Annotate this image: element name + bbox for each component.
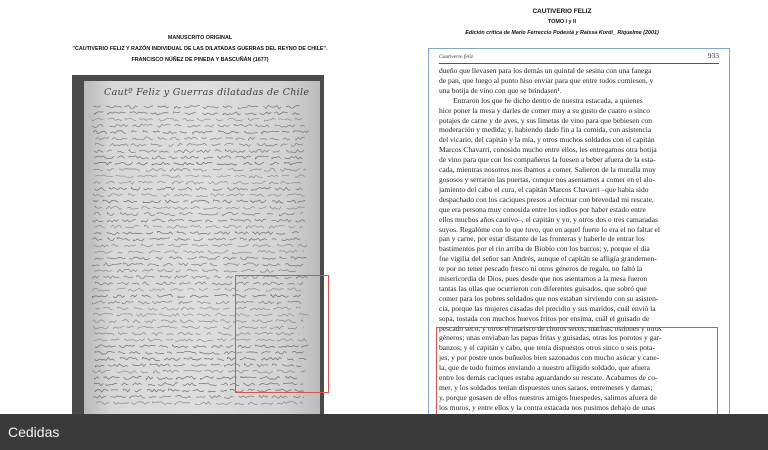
handwriting-line <box>96 402 309 405</box>
handwriting-line <box>95 257 310 260</box>
text-line: jes, y por postre unos buñuelos bien sazonados con mucho asúcar y cane- <box>439 353 660 363</box>
handwriting-line <box>93 238 312 241</box>
handwriting-line <box>95 150 307 153</box>
manuscript-highlight-box <box>235 275 329 393</box>
text-line: cia, porque las mujeres casadas del precidio y sus maridos, cuál envió la <box>439 303 656 313</box>
text-line: una botija de vino con que se brindasen¹. <box>439 85 562 95</box>
manuscript-author: FRANCISCO NÚÑEZ DE PINEDA Y BASCUÑÁN (1677) <box>131 57 269 63</box>
running-head: Cautiverio feliz <box>439 54 474 60</box>
handwriting-line <box>96 175 310 178</box>
handwriting-line <box>94 105 306 108</box>
text-line: entre los demás caciques estaba aguardando su rescate. Acabamos de co- <box>439 373 658 383</box>
page-number: 933 <box>707 51 719 60</box>
text-line: tantas las ollas que ocurrieron con diferentes guisados, que sobró que <box>439 283 647 293</box>
manuscript-page <box>84 81 320 415</box>
text-line: banzos; y el capitán y cabo, que tenía dispuestos otros sinco o seis pota- <box>439 343 655 353</box>
handwriting-line <box>94 162 305 165</box>
handwriting-line <box>95 232 305 235</box>
text-line: que era persona muy conosida entre los indios por haber estado entre <box>439 204 646 214</box>
text-line: fue vigilia del señor san Andrés, aunque el capitán se afligía grandemen- <box>439 254 657 264</box>
text-line: la, que de todo fuimos enviando a nuestro afligido soldado, que afuera <box>439 363 650 373</box>
text-line: dueño que llevasen para los demás un quintal de sesina con una fanega <box>439 66 652 75</box>
manuscript-title: "CAUTIVERIO FELIZ Y RAZÓN INDIVIDUAL DE LAS DILATADAS GUERRAS DEL REYNO DE CHILE". <box>72 46 328 52</box>
text-line: sopa, tostada con muchos huevos fritos por ensima, cuál el guisado de <box>439 313 650 323</box>
handwriting-line <box>94 225 307 228</box>
text-line: pan y carne, por estar distante de las fronteras y haberle de entrar los <box>439 234 645 244</box>
manuscript-heading: MANUSCRITO ORIGINAL <box>167 35 233 41</box>
handwriting-line <box>93 263 313 266</box>
manuscript-caption <box>40 33 360 66</box>
handwriting-line <box>93 118 307 121</box>
text-line: te por no tener pescado fresco ni otros géneros de regalo, no faltó la <box>439 264 643 274</box>
handwriting-line <box>95 269 303 272</box>
handwriting-line <box>94 200 308 203</box>
handwriting-line <box>94 156 306 159</box>
edition-volume: TOMO I y II <box>547 19 577 25</box>
manuscript-heading-script: Cautº Feliz y Guerras dilatadas de Chile <box>104 87 310 98</box>
handwriting-line <box>94 244 312 247</box>
text-line: potajes de carne y de aves, y sus limetas de vino para que bebiesen con <box>439 115 653 125</box>
text-line: ellos muchos años cautivo–, el capitán y yo, y otros dos o tres camaradas <box>439 214 658 224</box>
handwriting-line <box>95 112 305 115</box>
text-line: hice poner la mesa y darles de comer muy a su gusto de cuatro o sinco <box>439 105 650 115</box>
handwriting-line <box>95 143 306 146</box>
handwriting-line <box>96 137 310 140</box>
handwriting-line <box>93 194 309 197</box>
text-line: pescado seco, y otros el marisco de choros secos, machas, ostiones y otros <box>439 323 662 333</box>
text-line: los muros, y entre ellos y la contra estacada nos pusimos debajo de unas <box>439 402 656 412</box>
handwriting-line <box>94 168 309 171</box>
handwriting-line <box>92 124 309 127</box>
handwriting-line <box>92 219 308 222</box>
handwriting-line <box>94 213 309 216</box>
edition-page-header <box>439 51 719 64</box>
text-line: comer para los pobres soldados que nos estaban sirviendo con su asisten- <box>439 293 659 303</box>
caption-bar <box>0 414 768 450</box>
credit-label: Cedidas <box>8 424 60 440</box>
text-line: Marcos Chavarri, conosido mucho entre ellos, les entregamos otra botija <box>439 145 657 155</box>
text-line: suyos. Regalóme con lo que tuvo, que en aquel fuerte lo era el no faltar el <box>439 224 660 234</box>
handwriting-line <box>95 206 308 209</box>
text-line: misericordia de Dios, pues desde que nos asentamos a la mesa fueron <box>439 274 648 284</box>
text-line: cada, mientras nosotros nos íbamos a comer. Salieron de la muralla muy <box>439 165 656 175</box>
handwriting-line <box>95 250 308 253</box>
text-line: bastimentos por el río arriba de Biobío con los barcos; y, porque el día <box>439 244 650 254</box>
text-line: jamiento del cabo el cura, el capitán Marcos Chavarri –que había sido <box>439 184 649 194</box>
text-line: de pan, que luego al punto hiso enviar para que entre todos comiesen, y <box>439 75 654 85</box>
text-line: gososos y serraron las puertas, conque nos asentamos a comer en el alo- <box>439 174 655 184</box>
text-line: de vino para que con los compañeros la fuesen a beber afuera de la esta- <box>439 155 656 165</box>
text-line: géneros; unas enviaban las papas fritas y guisadas, otras los porotos y gar- <box>439 333 662 343</box>
text-line: despachado con los caciques presos a efectuar con brevedad mi rescate, <box>439 194 654 204</box>
edition-page <box>428 48 730 415</box>
text-line: Entraron los que he dicho dentro de nuestra estacada, a quienes <box>453 95 643 105</box>
text-line: del vicario, del capitán y la mía, y otros muchos soldados con el capitán <box>439 135 655 145</box>
manuscript-image <box>72 75 324 415</box>
handwriting-line <box>95 187 308 190</box>
handwriting-line <box>94 181 305 184</box>
edition-title: CAUTIVERIO FELIZ <box>532 8 592 15</box>
text-line: moderación y medida; y, habiendo dado fin a la comida, con asistencia <box>439 125 652 135</box>
handwriting-line <box>93 395 310 398</box>
handwriting-line <box>94 131 313 134</box>
text-line: y, porque gosasen de ellos nuestros amigos huespedes, salimos afuera de <box>439 392 657 402</box>
edition-credit: Edición crítica de Mario Ferreccio Podestá y Raissa Kordi_ Riquelme (2001) <box>465 30 659 36</box>
edition-caption <box>392 6 732 39</box>
text-line: mer, y los soldados tenían dispuestos unos saraos, entremeses y damas; <box>439 383 653 392</box>
